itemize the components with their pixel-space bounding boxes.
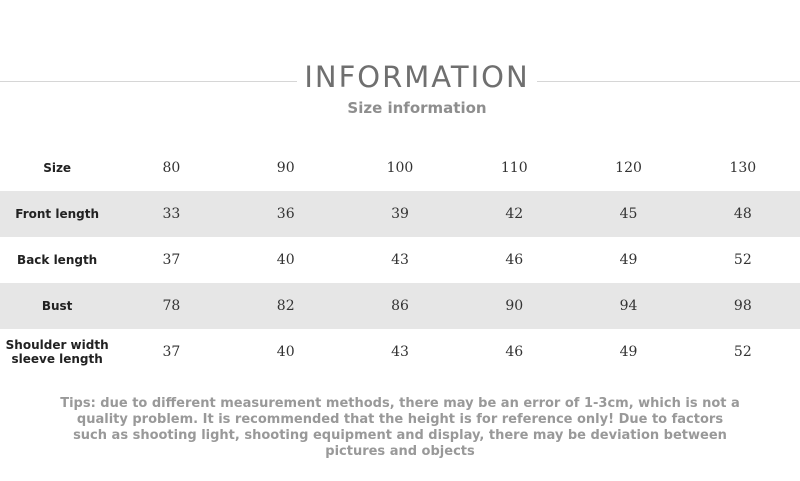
table-cell: 100 — [386, 160, 414, 176]
row-label: Front length — [15, 207, 99, 221]
tips-text: Tips: due to different measurement methods, there may be an error of 1-3cm, which is not a quality problem. It is recommended that the height is for reference only! Due to factors such as shooting light, shooting equipment and display, there may be deviation between pictures and objects — [60, 396, 740, 459]
table-cell: 130 — [729, 160, 757, 176]
row-label-line: Shoulder width — [5, 338, 109, 352]
row-label: Back length — [17, 253, 98, 267]
row-label: Size — [43, 161, 72, 175]
table-cell: 120 — [615, 160, 642, 176]
table-cell: 49 — [619, 344, 638, 360]
table-row-bust — [0, 283, 800, 329]
divider-left — [0, 81, 297, 82]
table-cell: 90 — [505, 298, 524, 314]
table-cell: 48 — [733, 206, 752, 222]
table-cell: 86 — [391, 298, 409, 314]
row-label-line: sleeve length — [11, 352, 103, 366]
table-cell: 52 — [733, 252, 752, 268]
table-cell: 110 — [500, 160, 528, 176]
table-cell: 49 — [619, 252, 638, 268]
table-cell: 94 — [619, 298, 638, 314]
table-cell: 98 — [733, 298, 752, 314]
table-row-size — [0, 145, 800, 191]
table-cell: 46 — [505, 344, 524, 360]
table-cell: 42 — [505, 206, 524, 222]
table-cell: 90 — [276, 160, 295, 176]
page-title: INFORMATION — [304, 60, 530, 94]
page-subtitle: Size information — [347, 99, 487, 117]
divider-right — [537, 81, 800, 82]
table-row-back-length — [0, 237, 800, 283]
table-cell: 37 — [162, 344, 181, 360]
table-cell: 78 — [162, 298, 181, 314]
table-cell: 39 — [391, 206, 409, 222]
table-cell: 40 — [276, 252, 295, 268]
table-cell: 36 — [276, 206, 295, 222]
table-cell: 33 — [162, 206, 181, 222]
table-row-shoulder-sleeve — [0, 329, 800, 375]
table-cell: 40 — [276, 344, 295, 360]
table-row-front-length — [0, 191, 800, 237]
row-label: Bust — [41, 299, 73, 313]
header — [0, 0, 800, 130]
table-cell: 37 — [162, 252, 181, 268]
table-cell: 46 — [505, 252, 524, 268]
table-cell: 43 — [391, 252, 409, 268]
table-cell: 43 — [391, 344, 409, 360]
table-cell: 80 — [162, 160, 181, 176]
table-cell: 45 — [619, 206, 638, 222]
size-table — [0, 145, 800, 375]
row-label — [0, 338, 114, 366]
table-cell: 52 — [733, 344, 752, 360]
table-cell: 82 — [276, 298, 295, 314]
